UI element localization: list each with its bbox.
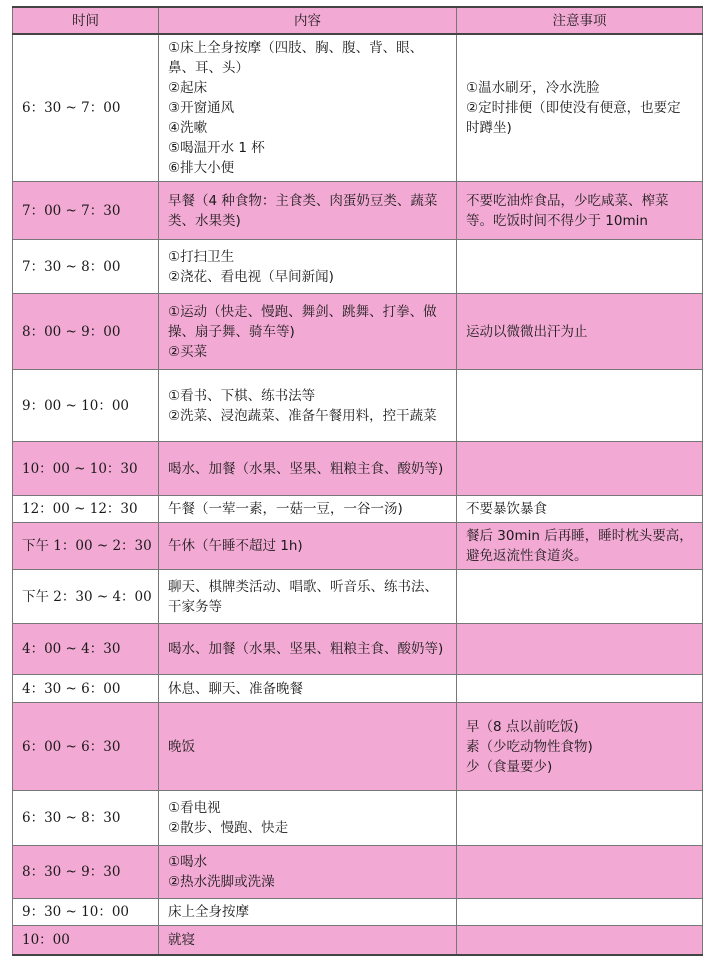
header-row: [13, 7, 703, 34]
table-row: [13, 523, 703, 570]
note-line: 不要吃油炸食品，少吃咸菜、榨菜等。吃饭时间不得少于 10min: [466, 192, 669, 229]
note-line: 素（少吃动物性食物): [466, 738, 593, 755]
notes-cell: [457, 240, 703, 294]
content-line: ①看电视: [168, 800, 221, 816]
content-cell: [159, 703, 457, 791]
notes-cell: [457, 370, 703, 442]
notes-cell: [457, 523, 703, 570]
schedule-body: [13, 34, 703, 955]
notes-cell: [457, 570, 703, 624]
notes-cell: [457, 294, 703, 370]
header-content: 内容: [159, 7, 457, 34]
table-row: [13, 624, 703, 675]
time-cell: 下午 2：30 ~ 4：00: [13, 570, 159, 624]
notes-cell: [457, 926, 703, 955]
content-line: 就寝: [168, 931, 195, 948]
note-line: 不要暴饮暴食: [466, 501, 547, 517]
schedule-table-wrapper: [12, 6, 702, 956]
content-cell: [159, 846, 457, 899]
note-line: ①温水刷牙，冷水洗脸: [466, 80, 600, 96]
content-line: ②散步、慢跑、快走: [168, 820, 289, 836]
table-row: [13, 899, 703, 926]
table-row: [13, 675, 703, 703]
time-cell: 4：30 ~ 6：00: [13, 675, 159, 703]
content-line: ①喝水: [168, 854, 208, 870]
time-cell: 8：00 ~ 9：00: [13, 294, 159, 370]
content-cell: [159, 624, 457, 675]
table-row: [13, 182, 703, 240]
time-cell: 4：00 ~ 4：30: [13, 624, 159, 675]
content-line: ①床上全身按摩（四肢、胸、腹、背、眼、鼻、耳、头）: [168, 40, 424, 76]
time-cell: 10：00: [13, 926, 159, 955]
content-cell: [159, 570, 457, 624]
content-line: ②浇花、看电视（早间新闻): [168, 268, 334, 285]
time-cell: 10：00 ~ 10：30: [13, 442, 159, 496]
table-row: [13, 294, 703, 370]
notes-cell: [457, 846, 703, 899]
time-cell: 下午 1：00 ~ 2：30: [13, 523, 159, 570]
content-line: 聊天、棋牌类活动、唱歌、听音乐、练书法、干家务等: [168, 578, 438, 615]
header-time: 时间: [13, 7, 159, 34]
content-cell: [159, 675, 457, 703]
content-line: 午餐（一荤一素，一菇一豆，一谷一汤): [168, 501, 403, 517]
table-row: [13, 703, 703, 791]
content-line: ②洗菜、浸泡蔬菜、准备午餐用料，控干蔬菜: [168, 407, 437, 424]
notes-cell: [457, 703, 703, 791]
note-line: 运动以微微出汗为止: [466, 323, 588, 340]
table-row: [13, 34, 703, 182]
notes-cell: [457, 624, 703, 675]
notes-cell: [457, 34, 703, 182]
note-line: 少（食量要少): [466, 758, 553, 775]
time-cell: 9：30 ~ 10：00: [13, 899, 159, 926]
time-cell: 9：00 ~ 10：00: [13, 370, 159, 442]
notes-cell: [457, 675, 703, 703]
content-cell: [159, 182, 457, 240]
content-line: ②热水洗脚或洗澡: [168, 874, 275, 890]
content-cell: [159, 523, 457, 570]
time-cell: 6：00 ~ 6：30: [13, 703, 159, 791]
header-notes: 注意事项: [457, 7, 703, 34]
content-line: 休息、聊天、准备晚餐: [168, 680, 303, 697]
content-line: ②买菜: [168, 343, 208, 360]
content-line: 床上全身按摩: [168, 904, 249, 920]
content-line: ⑥排大小便: [168, 160, 235, 176]
content-line: 喝水、加餐（水果、坚果、粗粮主食、酸奶等): [168, 460, 444, 477]
table-row: [13, 570, 703, 624]
content-cell: [159, 442, 457, 496]
content-cell: [159, 899, 457, 926]
note-line: ②定时排便（即使没有便意，也要定时蹲坐): [466, 100, 681, 136]
content-line: 早餐（4 种食物：主食类、肉蛋奶豆类、蔬菜类、水果类): [168, 192, 438, 229]
table-row: [13, 240, 703, 294]
table-row: [13, 442, 703, 496]
content-cell: [159, 926, 457, 955]
content-line: ③开窗通风: [168, 100, 235, 116]
note-line: 早（8 点以前吃饭): [466, 718, 579, 735]
time-cell: 8：30 ~ 9：30: [13, 846, 159, 899]
content-cell: [159, 34, 457, 182]
time-cell: 6：30 ~ 8：30: [13, 791, 159, 846]
content-line: ①运动（快走、慢跑、舞剑、跳舞、打拳、做操、扇子舞、骑车等): [168, 303, 437, 340]
content-cell: [159, 791, 457, 846]
daily-schedule-table: [12, 6, 703, 956]
time-cell: 12：00 ~ 12：30: [13, 496, 159, 523]
table-row: [13, 846, 703, 899]
notes-cell: [457, 791, 703, 846]
content-line: ④洗嗽: [168, 120, 208, 136]
table-row: [13, 926, 703, 955]
content-line: 午休（午睡不超过 1h): [168, 538, 303, 554]
time-cell: 7：30 ~ 8：00: [13, 240, 159, 294]
content-line: ①打扫卫生: [168, 248, 235, 265]
notes-cell: [457, 899, 703, 926]
content-line: 喝水、加餐（水果、坚果、粗粮主食、酸奶等): [168, 641, 444, 657]
time-cell: 7：00 ~ 7：30: [13, 182, 159, 240]
content-cell: [159, 370, 457, 442]
content-line: ⑤喝温开水 1 杯: [168, 140, 265, 156]
time-cell: 6：30 ~ 7：00: [13, 34, 159, 182]
notes-cell: [457, 496, 703, 523]
content-cell: [159, 240, 457, 294]
notes-cell: [457, 442, 703, 496]
content-line: ①看书、下棋、练书法等: [168, 387, 316, 404]
table-row: [13, 370, 703, 442]
content-cell: [159, 496, 457, 523]
table-row: [13, 496, 703, 523]
note-line: 餐后 30min 后再睡，睡时枕头要高，避免返流性食道炎。: [466, 528, 693, 564]
table-row: [13, 791, 703, 846]
content-line: ②起床: [168, 80, 208, 96]
content-line: 晚饭: [168, 738, 195, 755]
notes-cell: [457, 182, 703, 240]
content-cell: [159, 294, 457, 370]
